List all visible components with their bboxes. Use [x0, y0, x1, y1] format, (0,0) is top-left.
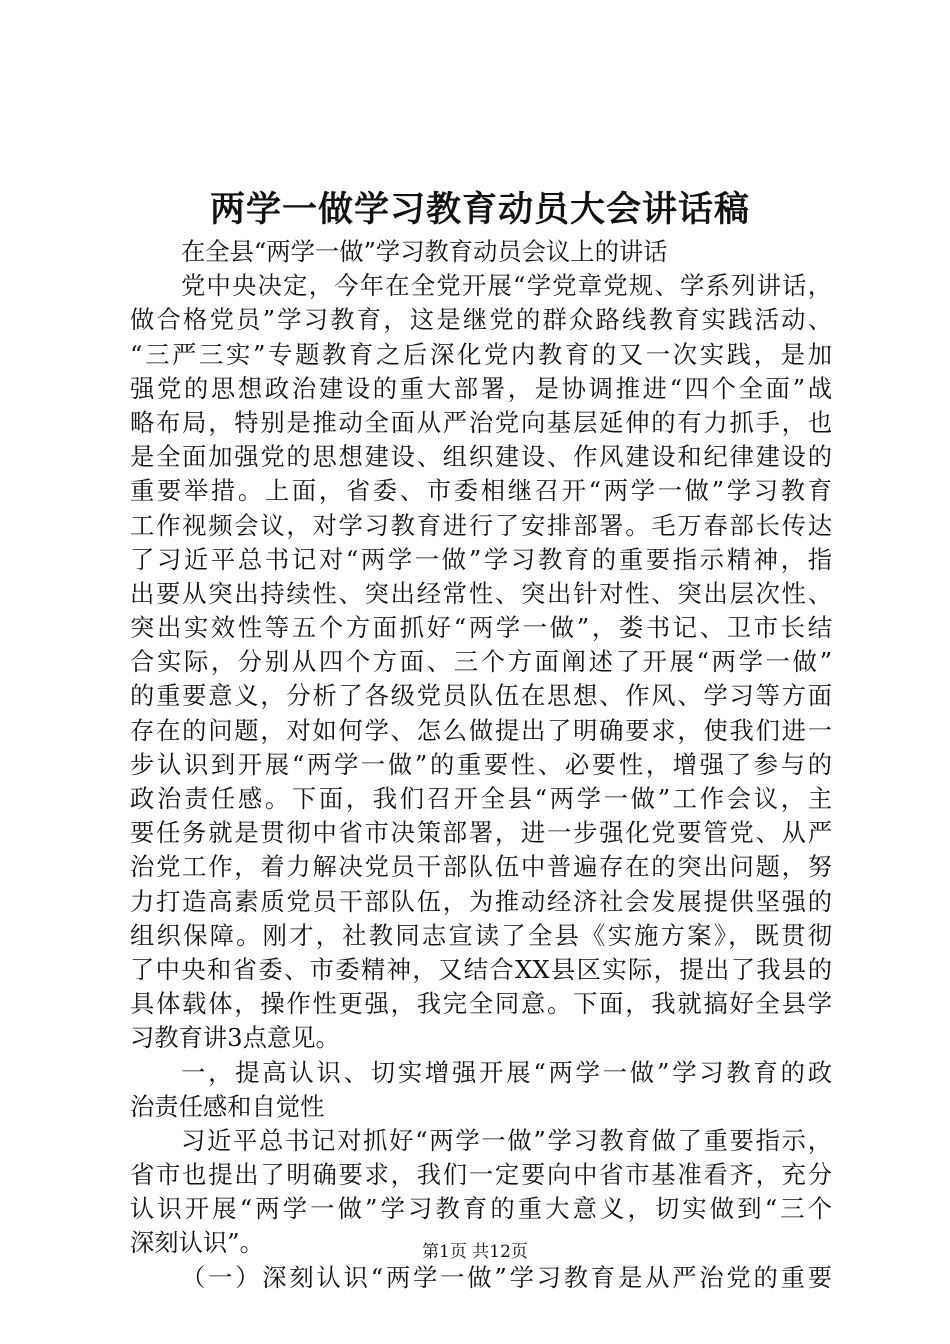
section-heading-line: 治责任感和自觉性 — [130, 1091, 325, 1121]
document-title: 两学一做学习教育动员大会讲话稿 — [209, 190, 750, 230]
paragraph-line: 治党工作，着力解决党员干部队伍中普遍存在的突出问题，努 — [130, 852, 832, 882]
paragraph-line: 习教育讲3点意见。 — [130, 1023, 340, 1053]
paragraph-line: 工作视频会议，对学习教育进行了安排部署。毛万春部长传达 — [130, 510, 832, 540]
paragraph-line: 出要从突出持续性、突出经常性、突出针对性、突出层次性、 — [130, 578, 832, 608]
paragraph-line: 了中央和省委、市委精神，又结合XX县区实际，提出了我县的 — [130, 954, 832, 984]
page-footer: 第1页 共12页 — [422, 1242, 528, 1262]
paragraph-line: 组织保障。刚才，社教同志宣读了全县《实施方案》，既贯彻 — [130, 920, 832, 950]
paragraph-line: 存在的问题，对如何学、怎么做提出了明确要求，使我们进一 — [130, 715, 832, 745]
paragraph-line: 力打造高素质党员干部队伍，为推动经济社会发展提供坚强的 — [130, 886, 832, 916]
paragraph-line: 突出实效性等五个方面抓好“两学一做”，娄书记、卫市长结 — [130, 613, 832, 643]
paragraph-line: 省市也提出了明确要求，我们一定要向中省市基准看齐，充分 — [130, 1160, 832, 1190]
paragraph-line: 党中央决定，今年在全党开展“学党章党规、学系列讲话， — [181, 271, 832, 301]
paragraph-line: 步认识到开展“两学一做”的重要性、必要性，增强了参与的 — [130, 749, 832, 779]
subsection-heading-line: （一）深刻认识“两学一做”学习教育是从严治党的重要 — [181, 1262, 832, 1292]
paragraph-line: 是全面加强党的思想建设、组织建设、作风建设和纪律建设的 — [130, 442, 832, 472]
paragraph-line: 习近平总书记对抓好“两学一做”学习教育做了重要指示， — [181, 1125, 832, 1155]
document-body — [130, 235, 832, 1295]
paragraph-line: 强党的思想政治建设的重大部署，是协调推进“四个全面”战 — [130, 373, 832, 403]
paragraph-line: 略布局，特别是推动全面从严治党向基层延伸的有力抓手，也 — [130, 407, 832, 437]
paragraph-line: 具体载体，操作性更强，我完全同意。下面，我就搞好全县学 — [130, 989, 832, 1019]
paragraph-line: 了习近平总书记对“两学一做”学习教育的重要指示精神，指 — [130, 544, 832, 574]
paragraph-line: 认识开展“两学一做”学习教育的重大意义，切实做到“三个 — [130, 1194, 832, 1224]
subtitle-line: 在全县“两学一做”学习教育动员会议上的讲话 — [181, 237, 668, 266]
paragraph-line: 要任务就是贯彻中省市决策部署，进一步强化党要管党、从严 — [130, 818, 832, 848]
paragraph-line: 的重要意义，分析了各级党员队伍在思想、作风、学习等方面 — [130, 681, 832, 711]
paragraph-line: 政治责任感。下面，我们召开全县“两学一做”工作会议，主 — [130, 784, 832, 813]
paragraph-line: “三严三实”专题教育之后深化党内教育的又一次实践，是加 — [130, 339, 832, 369]
paragraph-line: 深刻认识”。 — [130, 1228, 264, 1258]
paragraph-line: 做合格党员”学习教育，这是继党的群众路线教育实践活动、 — [130, 305, 832, 335]
section-heading-line: 一，提高认识、切实增强开展“两学一做”学习教育的政 — [181, 1057, 832, 1087]
paragraph-line: 合实际，分别从四个方面、三个方面阐述了开展“两学一做” — [130, 647, 832, 677]
paragraph-line: 重要举措。上面，省委、市委相继召开“两学一做”学习教育 — [130, 476, 832, 506]
